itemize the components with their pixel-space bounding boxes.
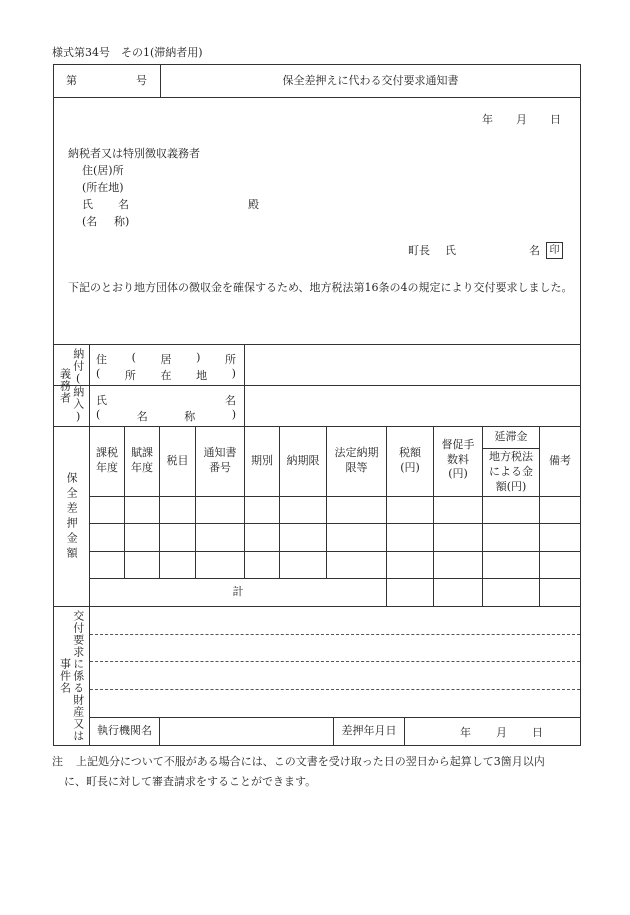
addressee-location-label: (所在地) <box>82 181 124 194</box>
note-line-1: 上記処分について不服がある場合には、この文書を受け取った日の翌日から起算して3箇月以内 <box>76 755 545 768</box>
addressee-honorific: 殿 <box>248 198 259 211</box>
addressee-role: 納税者又は特別徴収義務者 <box>68 147 200 160</box>
total-label: 計 <box>232 585 244 599</box>
addressee-name-label-1: 氏 <box>82 198 93 211</box>
addressee-title-label-2: 称) <box>114 215 130 228</box>
amount-section-label: 保全差押金額 <box>65 471 79 562</box>
taxpayer-address-row2: ( 所 在 地 ) <box>96 367 236 382</box>
header-remarks: 備考 <box>549 454 571 468</box>
issuer-family-name-label: 氏 <box>445 244 456 257</box>
header-notice-number: 通知書番号 <box>203 446 237 474</box>
date-month: 月 <box>516 113 527 126</box>
taxpayer-name-row2: ( 名 称 ) <box>96 408 236 423</box>
addressee-name-label-2: 名 <box>118 198 129 211</box>
seizure-date-day: 日 <box>532 726 543 739</box>
header-tax-year: 課税年度 <box>96 446 118 474</box>
seal-mark: 印 <box>546 242 563 259</box>
header-tax-item: 税目 <box>166 454 189 468</box>
date-day: 日 <box>550 113 561 126</box>
note-line-2: に、町長に対して審査請求をすることができます。 <box>64 775 317 788</box>
executing-agency-label: 執行機関名 <box>97 724 152 738</box>
addressee-title-label-1: (名 <box>82 215 98 228</box>
header-assess-year: 賦課年度 <box>131 446 153 474</box>
header-late-fee: 延滞金 <box>494 430 528 444</box>
document-number-suffix: 号 <box>136 74 147 87</box>
issuer-given-name-label: 名 <box>529 244 540 257</box>
property-section-label: 交付要求に係る財産又は事件名 <box>58 610 85 742</box>
taxpayer-address-row1: 住 ( 居 ) 所 <box>96 351 236 366</box>
addressee-address-label: 住(居)所 <box>82 164 124 177</box>
header-legal-due-date: 法定納期限等 <box>334 446 379 474</box>
document-title: 保全差押えに代わる交付要求通知書 <box>282 73 459 87</box>
note-lead: 注 <box>52 755 63 768</box>
header-reminder-fee: 督促手数料(円) <box>441 437 475 481</box>
seizure-date-year: 年 <box>460 726 471 739</box>
date-year: 年 <box>482 113 493 126</box>
header-period: 期別 <box>251 454 273 468</box>
header-due-date: 納期限 <box>286 454 320 468</box>
header-late-fee-amount: 地方税法による金額(円) <box>489 450 533 493</box>
seizure-date-label: 差押年月日 <box>341 724 397 738</box>
body-text: 下記のとおり地方団体の徴収金を確保するため、地方税法第16条の4の規定により交付要求しました。 <box>68 281 573 294</box>
taxpayer-section-label: 納付(納入)義務者 <box>58 347 85 424</box>
taxpayer-name-row1: 氏 名 <box>96 394 236 407</box>
header-tax-amount: 税額(円) <box>399 446 421 474</box>
seizure-date-month: 月 <box>496 726 507 739</box>
form-label: 様式第34号 その1(滞納者用) <box>52 46 203 59</box>
document-number-prefix: 第 <box>66 74 77 87</box>
issuer-mayor: 町長 <box>408 244 430 257</box>
